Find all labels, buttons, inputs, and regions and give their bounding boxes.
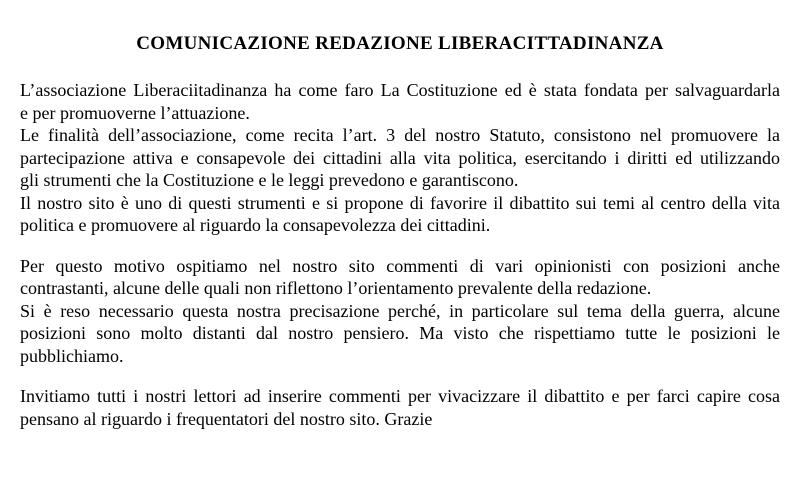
text-line: pensano al riguardo i frequentatori del nostro sito. Grazie bbox=[20, 408, 433, 429]
text-line: L’associazione Liberaciitadinanza ha come faro La Costituzione ed è stata fondata per salvaguardarla bbox=[20, 80, 780, 100]
document-body bbox=[20, 79, 780, 430]
paragraph bbox=[20, 79, 780, 237]
text-line: partecipazione attiva e consapevole dei cittadini alla vita politica, esercitando i diritti ed utilizzando bbox=[20, 147, 780, 168]
text-line: Invitiamo tutti i nostri lettori ad inserire commenti per vivacizzare il dibattito e per farci capire cosa bbox=[20, 386, 780, 406]
page-title: COMUNICAZIONE REDAZIONE LIBERACITTADINANZA bbox=[136, 33, 664, 54]
text-line: Si è reso necessario questa nostra precisazione perché, in particolare sul tema della guerra, alcune bbox=[20, 300, 780, 321]
document-page bbox=[0, 32, 800, 498]
text-line: posizioni sono molto distanti dal nostro pensiero. Ma visto che rispettiamo tutte le posizioni le bbox=[20, 323, 780, 343]
paragraph bbox=[20, 385, 780, 430]
text-line: Il nostro sito è uno di questi strumenti e si propone di favorire il dibattito sui temi al centro della vita bbox=[20, 192, 780, 213]
text-line: pubblichiamo. bbox=[20, 345, 124, 366]
text-line: e per promuoverne l’attuazione. bbox=[20, 102, 250, 123]
text-line: Le finalità dell’associazione, come recita l’art. 3 del nostro Statuto, consistono nel promuovere la bbox=[20, 125, 780, 145]
paragraph bbox=[20, 255, 780, 368]
text-line: gli strumenti che la Costituzione e le leggi prevedono e garantiscono. bbox=[20, 170, 519, 190]
text-line: contrastanti, alcune delle quali non riflettono l’orientamento prevalente della redazione. bbox=[20, 278, 652, 298]
text-line: politica e promuovere al riguardo la consapevolezza dei cittadini. bbox=[20, 215, 491, 235]
text-line: Per questo motivo ospitiamo nel nostro sito commenti di vari opinionisti con posizioni anche bbox=[20, 255, 780, 276]
